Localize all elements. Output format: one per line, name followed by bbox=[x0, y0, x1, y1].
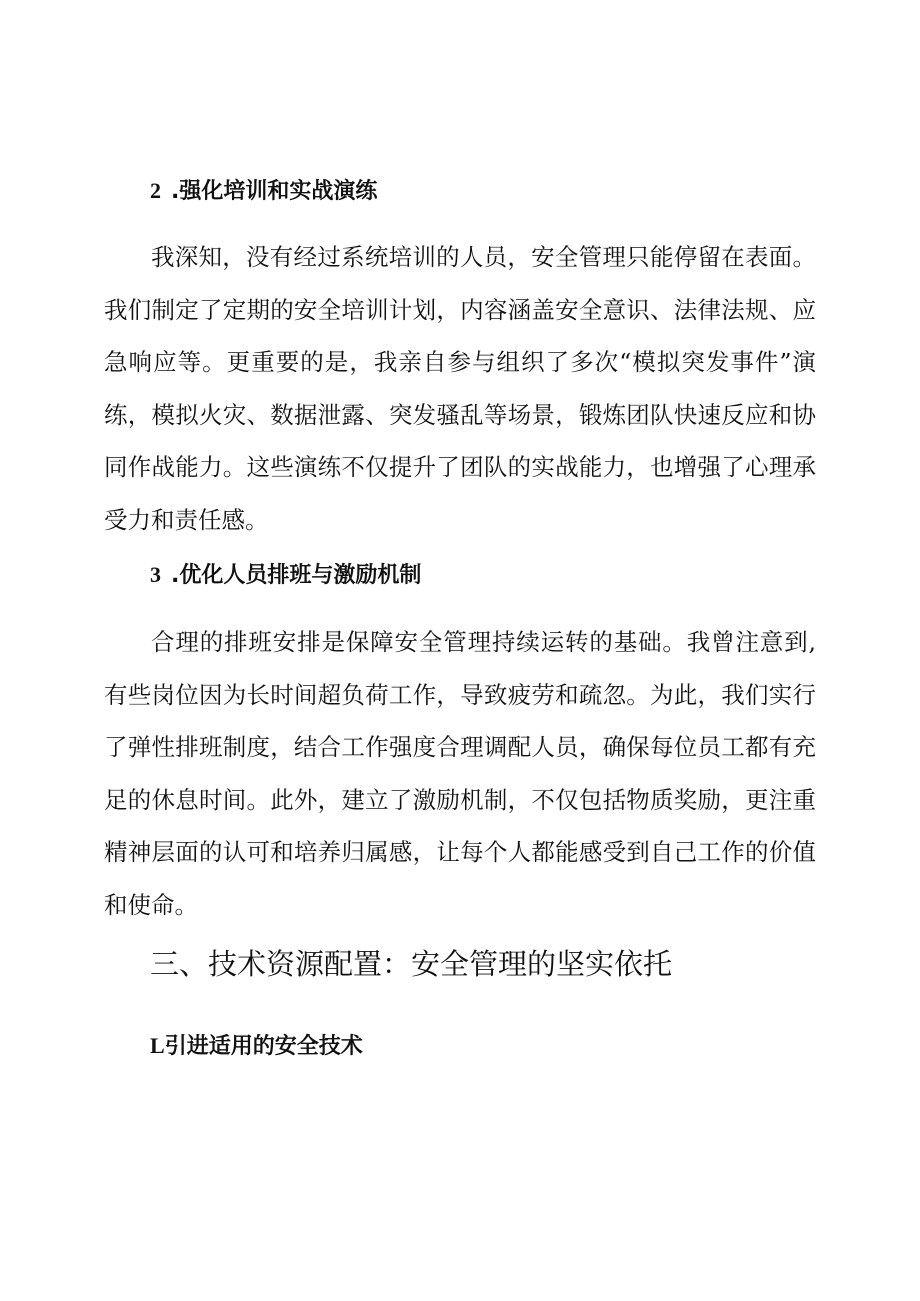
section-2-title: .强化培训和实战演练 bbox=[171, 179, 378, 204]
section-3-title: .优化人员排班与激励机制 bbox=[171, 563, 422, 588]
section-2-number: 2 bbox=[150, 178, 161, 203]
section-3-heading bbox=[150, 560, 421, 591]
section-3-number: 3 bbox=[150, 562, 161, 587]
subsection-1-number: L bbox=[150, 1033, 165, 1058]
section-2-heading bbox=[150, 176, 377, 207]
section-3-body: 合理的排班安排是保障安全管理持续运转的基础。我曾注意到,有些岗位因为长时间超负荷工作，导致疲劳和疏忽。为此，我们实行了弹性排班制度，结合工作强度合理调配人员，确保每位员工都有充足的休息时间。此外，建立了激励机制，不仅包括物质奖励，更注重精神层面的认可和培养归属感，让每个人都能感受到自己工作的价值和使命。 bbox=[104, 628, 816, 919]
section-2-body: 我深知，没有经过系统培训的人员，安全管理只能停留在表面。我们制定了定期的安全培训计划，内容涵盖安全意识、法律法规、应急响应等。更重要的是，我亲自参与组织了多次“模拟突发事件”演练，模拟火灾、数据泄露、突发骚乱等场景，锻炼团队快速反应和协同作战能力。这些演练不仅提升了团队的实战能力，也增强了心理承受力和责任感。 bbox=[104, 243, 816, 534]
subsection-1-heading bbox=[150, 1031, 363, 1062]
subsection-1-title: 引进适用的安全技术 bbox=[164, 1034, 363, 1059]
chapter-3-heading: 三、技术资源配置：安全管理的坚实依托 bbox=[150, 947, 673, 981]
